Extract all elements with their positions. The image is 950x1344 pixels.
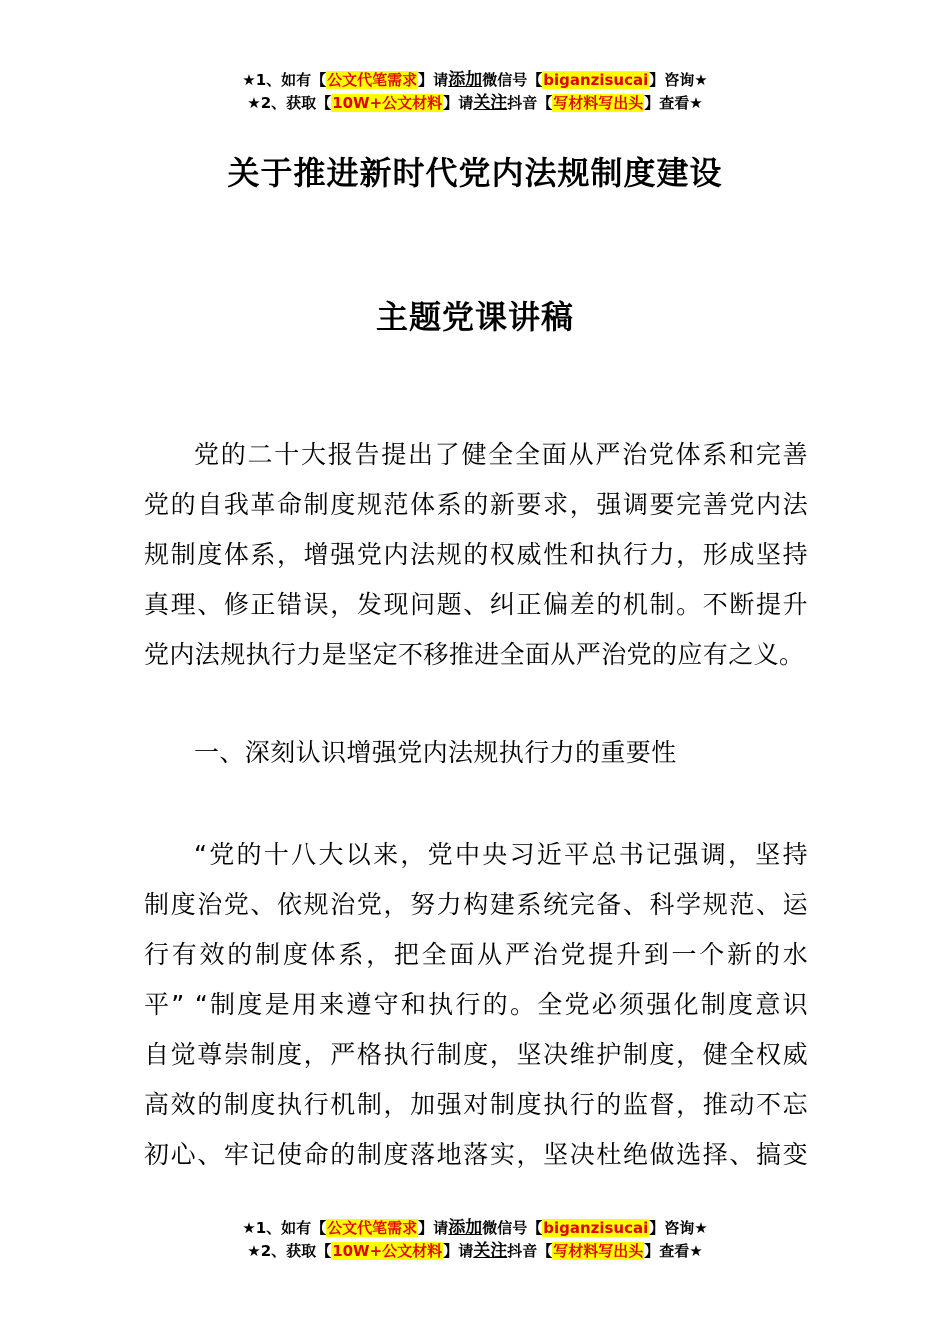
promo-highlight-service: 公文代笔需求 — [327, 1219, 418, 1237]
text-line: 自觉尊崇制度，严格执行制度，坚决维护制度，健全权威 — [144, 1040, 808, 1069]
promo-highlight-douyin: 写材料写出头 — [553, 1242, 644, 1260]
promo-line-2: ★2、获取【10W+公文材料】请关注抖音【写材料写出头】查看★ — [247, 93, 703, 113]
promo-line-2: ★2、获取【10W+公文材料】请关注抖音【写材料写出头】查看★ — [247, 1241, 703, 1261]
promo-line-1: ★1、如有【公文代笔需求】请添加微信号【biganzisucai】咨询★ — [242, 70, 708, 90]
text-line: 高效的制度执行机制，加强对制度执行的监督，推动不忘 — [144, 1090, 808, 1119]
footer-promo-banner — [0, 1217, 950, 1263]
section-heading-1 — [144, 728, 808, 778]
promo-highlight-wechat-id: biganzisucai — [543, 1219, 649, 1237]
document-title: 关于推进新时代党内法规制度建设 — [227, 154, 723, 192]
text-line: 制度治党、依规治党，努力构建系统完备、科学规范、运 — [144, 890, 808, 919]
promo-highlight-materials: 10W+公文材料 — [332, 94, 443, 112]
promo-highlight-materials: 10W+公文材料 — [332, 1242, 443, 1260]
heading-text: 一、深刻认识增强党内法规执行力的重要性 — [194, 738, 677, 767]
text-line: “党的十八大以来，党中央习近平总书记强调，坚持 — [194, 840, 808, 869]
paragraph-intro — [144, 430, 808, 680]
text-line: 党的自我革命制度规范体系的新要求，强调要完善党内法 — [144, 490, 808, 519]
text-line: 初心、牢记使命的制度落地落实，坚决杜绝做选择、搞变 — [144, 1140, 808, 1169]
text-line: 党的二十大报告提出了健全全面从严治党体系和完善 — [194, 440, 808, 469]
paragraph-section-1 — [144, 830, 808, 1180]
text-line: 真理、修正错误，发现问题、纠正偏差的机制。不断提升 — [144, 590, 808, 619]
promo-highlight-douyin: 写材料写出头 — [553, 94, 644, 112]
text-line: 平” “制度是用来遵守和执行的。全党必须强化制度意识 — [144, 990, 808, 1019]
text-line: 行有效的制度体系，把全面从严治党提升到一个新的水 — [144, 940, 808, 969]
header-promo-banner — [0, 69, 950, 115]
promo-highlight-service: 公文代笔需求 — [327, 71, 418, 89]
text-line: 党内法规执行力是坚定不移推进全面从严治党的应有之义。 — [144, 640, 805, 669]
document-subtitle: 主题党课讲稿 — [375, 298, 574, 336]
promo-highlight-wechat-id: biganzisucai — [543, 71, 649, 89]
text-line: 规制度体系，增强党内法规的权威性和执行力，形成坚持 — [144, 540, 808, 569]
promo-line-1: ★1、如有【公文代笔需求】请添加微信号【biganzisucai】咨询★ — [242, 1218, 708, 1238]
